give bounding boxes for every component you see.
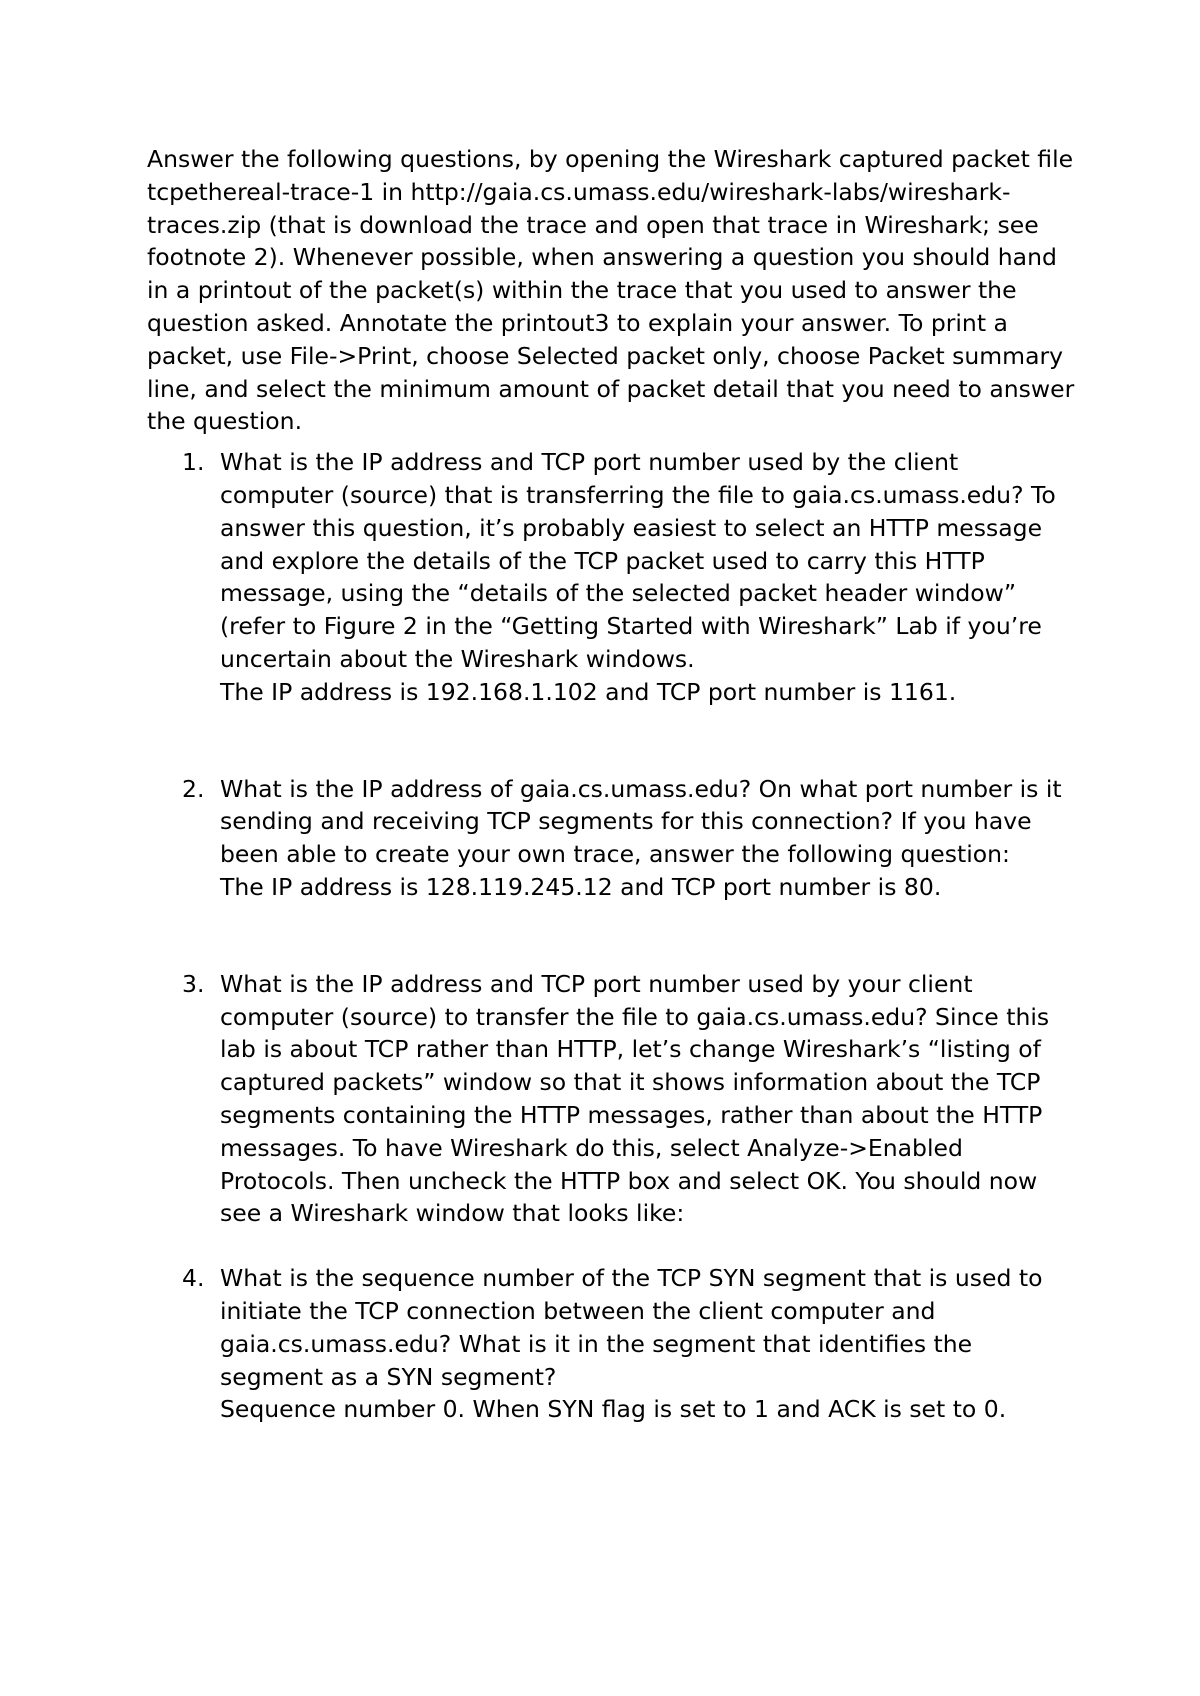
question-text: What is the sequence number of the TCP SYN segment that is used to initiate the TCP connection between the client computer and gaia.cs.umass.edu? What is it in the segment that identifies the segment as a SYN segment?	[220, 1264, 1043, 1391]
question-number: 1.	[182, 448, 205, 477]
question-list	[147, 446, 1077, 1426]
question-item-1	[147, 446, 1077, 708]
question-text: What is the IP address of gaia.cs.umass.edu? On what port number is it sending and receiving TCP segments for this connection? If you have been able to create your own trace, answer the following question:	[220, 774, 1062, 869]
question-text: What is the IP address and TCP port number used by your client computer (source) to transfer the file to gaia.cs.umass.edu? Since this lab is about TCP rather than HTTP, let’s change Wireshark’s “listing of captured packets” window so that it shows information about the TCP segments containing the HTTP messages, rather than about the HTTP messages. To have Wireshark do this, select Analyze->Enabled Protocols. Then uncheck the HTTP box and select OK. You should now see a Wireshark window that looks like:	[220, 969, 1050, 1228]
question-number: 3.	[182, 969, 205, 998]
answer-text: Sequence number 0. When SYN flag is set to 1 and ACK is set to 0.	[220, 1395, 1007, 1424]
answer-text: The IP address is 128.119.245.12 and TCP port number is 80.	[220, 872, 942, 901]
document-body	[147, 143, 1077, 1426]
question-item-3	[147, 968, 1077, 1230]
question-number: 2.	[182, 774, 205, 803]
question-item-2	[147, 773, 1077, 904]
question-number: 4.	[182, 1264, 205, 1293]
intro-paragraph: Answer the following questions, by opening the Wireshark captured packet file tcpethereal-trace-1 in http://gaia.cs.umass.edu/wireshark-labs/wireshark-traces.zip (that is download the trace and open that trace in Wireshark; see footnote 2). Whenever possible, when answering a question you should hand in a printout of the packet(s) within the trace that you used to answer the question asked. Annotate the printout3 to explain your answer. To print a packet, use File->Print, choose Selected packet only, choose Packet summary line, and select the minimum amount of packet detail that you need to answer the question.	[147, 145, 1075, 436]
question-item-4	[147, 1262, 1077, 1426]
answer-text: The IP address is 192.168.1.102 and TCP port number is 1161.	[220, 677, 957, 706]
question-text: What is the IP address and TCP port number used by the client computer (source) that is transferring the file to gaia.cs.umass.edu? To answer this question, it’s probably easiest to select an HTTP message and explore the details of the TCP packet used to carry this HTTP message, using the “details of the selected packet header window” (refer to Figure 2 in the “Getting Started with Wireshark” Lab if you’re uncertain about the Wireshark windows.	[220, 448, 1056, 673]
